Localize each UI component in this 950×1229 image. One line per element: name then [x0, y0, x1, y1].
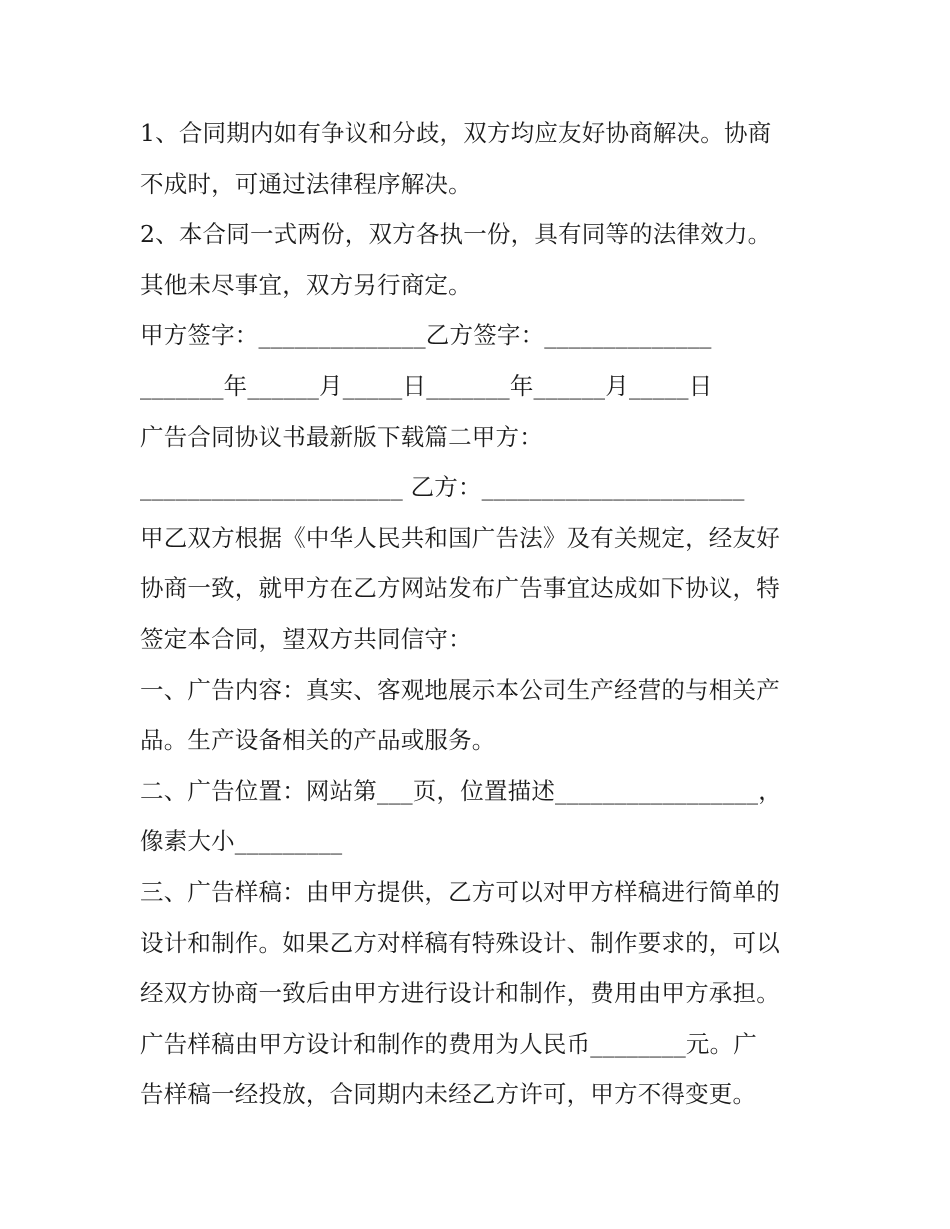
- clause-line: 一、广告内容：真实、客观地展示本公司生产经营的与相关产: [140, 675, 780, 704]
- text-line: 不成时，可通过法律程序解决。: [140, 169, 472, 198]
- text-line: 其他未尽事宜，双方另行商定。: [140, 270, 472, 299]
- text-line: 签定本合同，望双方共同信守：: [140, 624, 472, 653]
- party-line: ______________________ 乙方：______________________: [140, 473, 745, 502]
- document-body: [140, 108, 820, 1120]
- text-line: 品。生产设备相关的产品或服务。: [140, 726, 496, 755]
- signature-line: 甲方签字：______________乙方签字：______________: [140, 321, 712, 350]
- clause-line: 三、广告样稿：由甲方提供，乙方可以对甲方样稿进行简单的: [140, 877, 780, 906]
- text-line: 设计和制作。如果乙方对样稿有特殊设计、制作要求的，可以: [140, 928, 780, 957]
- section-heading: 广告合同协议书最新版下载篇二甲方：: [140, 422, 543, 451]
- text-line: 经双方协商一致后由甲方进行设计和制作，费用由甲方承担。: [140, 979, 780, 1008]
- text-line: 协商一致，就甲方在乙方网站发布广告事宜达成如下协议，特: [140, 574, 780, 603]
- text-line: 2、本合同一式两份，双方各执一份，具有同等的法律效力。: [140, 220, 772, 249]
- text-line: 告样稿一经投放，合同期内未经乙方许可，甲方不得变更。: [140, 1080, 757, 1109]
- text-line: 广告样稿由甲方设计和制作的费用为人民币________元。广: [140, 1029, 757, 1058]
- clause-line: 二、广告位置：网站第___页，位置描述_________________，: [140, 776, 782, 805]
- date-line: _______年______月_____日_______年______月_____日: [140, 371, 713, 400]
- text-line: 1、合同期内如有争议和分歧，双方均应友好协商解决。协商: [140, 119, 772, 147]
- text-line: 甲乙双方根据《中华人民共和国广告法》及有关规定，经友好: [140, 523, 780, 552]
- text-line: 像素大小_________: [140, 827, 343, 856]
